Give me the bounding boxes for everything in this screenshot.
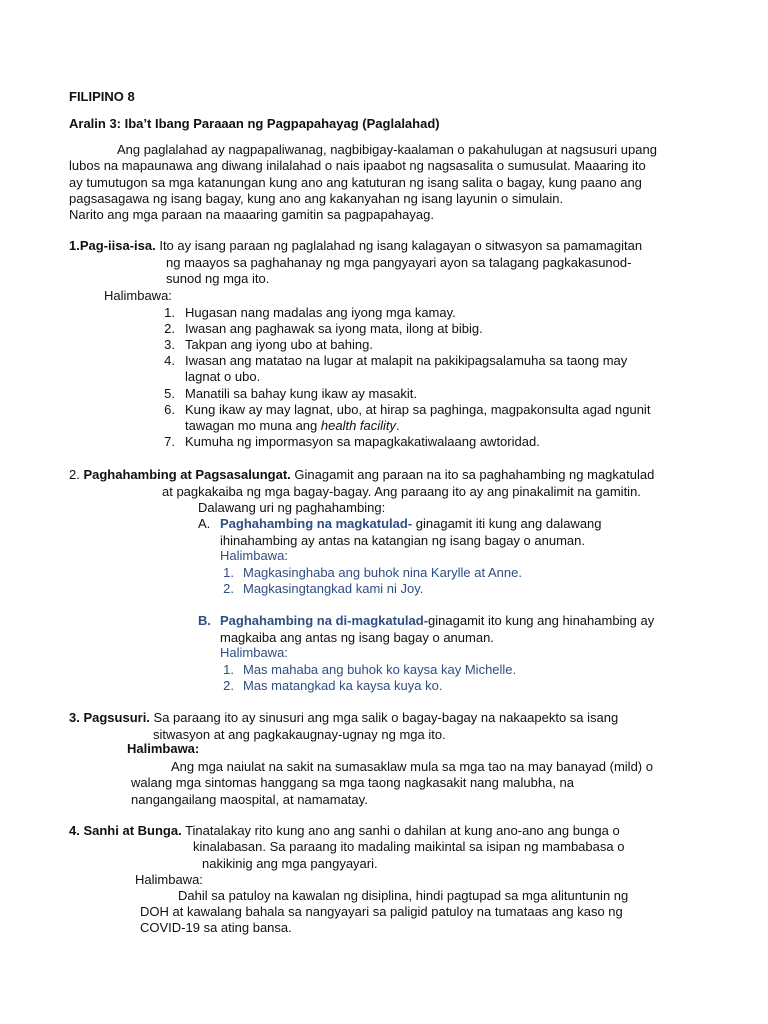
list-item: Kumuha ng impormasyon sa mapagkakatiwalaang awtoridad.	[185, 434, 540, 449]
section-3-heading: 3. Pagsusuri.	[69, 710, 150, 725]
list-number: 6.	[164, 402, 175, 417]
subitem-letter-a: A.	[198, 516, 211, 531]
list-number: 1.	[164, 305, 175, 320]
intro-line: Narito ang mga paraan na maaaring gamitin sa pagpapahayag.	[69, 207, 434, 222]
subitem-b-line	[220, 613, 654, 629]
section-2-text: Dalawang uri ng paghahambing:	[198, 500, 386, 515]
section-4-first-line	[69, 823, 620, 839]
list-item: Kung ikaw ay may lagnat, ubo, at hirap sa paghinga, magpakonsulta agad ngunit	[185, 402, 651, 417]
subitem-b-title: Paghahambing na di-magkatulad-	[220, 613, 429, 628]
intro-line: Ang paglalahad ay nagpapaliwanag, nagbibigay-kaalaman o pakahulugan at nagsusuri upang	[117, 142, 657, 157]
section-2-heading: Paghahambing at Pagsasalungat.	[83, 467, 291, 482]
section-4-text: Tinatalakay rito kung ano ang sanhi o dahilan at kung ano-ano ang bunga o	[181, 823, 620, 838]
subitem-b-text: ginagamit ito kung ang hinahambing ay	[428, 613, 655, 628]
section-4-heading: 4. Sanhi at Bunga.	[69, 823, 182, 838]
list-number: 2.	[223, 678, 234, 693]
section-1-text: Ito ay isang paraan ng paglalahad ng isang kalagayan o sitwasyon sa pamamagitan	[155, 238, 643, 253]
section-2-text: Ginagamit ang paraan na ito sa paghahambing ng magkatulad	[290, 467, 655, 482]
list-number: 2.	[164, 321, 175, 336]
list-item: Hugasan nang madalas ang iyong mga kamay.	[185, 305, 456, 320]
section-3-first-line	[69, 710, 618, 726]
emphasis-text: health facility	[320, 418, 397, 433]
section-1-text: ng maayos sa paghahanay ng mga pangyayari ayon sa talagang pagkakasunod-	[166, 255, 632, 270]
section-3-text: sitwasyon at ang pagkakaugnay-ugnay ng mga ito.	[153, 727, 446, 742]
intro-line: lubos na mapaunawa ang diwang inilalahad o nais ipaabot ng nagsasalita o sumusulat. Maaaring ito	[69, 158, 646, 173]
list-item-continued	[185, 418, 400, 434]
list-number: 5.	[164, 386, 175, 401]
list-item: Magkasinghaba ang buhok nina Karylle at Anne.	[243, 565, 522, 580]
section-1-heading: 1.Pag-iisa-isa.	[69, 238, 156, 253]
example-text: DOH at kawalang bahala sa nangyayari sa paligid patuloy na tumataas ang kaso ng	[140, 904, 623, 919]
subitem-b-text: magkaiba ang antas ng isang bagay o anuman.	[220, 630, 494, 645]
halimbawa-label: Halimbawa:	[220, 548, 288, 563]
subitem-a-line	[220, 516, 602, 532]
halimbawa-label: Halimbawa:	[220, 645, 288, 660]
list-number: 1.	[223, 662, 234, 677]
list-item: Iwasan ang matatao na lugar at malapit na pakikipagsalamuha sa taong may	[185, 353, 628, 368]
section-3-text: Sa paraang ito ay sinusuri ang mga salik o bagay-bagay na nakaapekto sa isang	[149, 710, 619, 725]
intro-line: pagsasagawa ng isang bagay, kung ano ang kakanyahan ng isang layunin o simulain.	[69, 191, 564, 206]
text: tawagan mo muna ang	[185, 418, 321, 433]
list-number: 4.	[164, 353, 175, 368]
subitem-a-text: ihinahambing ay antas na katangian ng isang bagay o anuman.	[220, 533, 585, 548]
list-item: Mas matangkad ka kaysa kuya ko.	[243, 678, 443, 693]
text: .	[396, 418, 400, 433]
subitem-letter-b: B.	[198, 613, 211, 628]
example-text: Dahil sa patuloy na kawalan ng disiplina, hindi pagtupad sa mga alituntunin ng	[178, 888, 629, 903]
list-number: 7.	[164, 434, 175, 449]
intro-line: ay tumutugon sa mga katanungan kung ano ang katuturan ng isang salita o bagay, kung paano ang	[69, 175, 642, 190]
section-2-first-line	[69, 467, 654, 483]
list-item: Iwasan ang paghawak sa iyong mata, ilong at bibig.	[185, 321, 483, 336]
example-text: COVID-19 sa ating bansa.	[140, 920, 292, 935]
list-number: 2.	[223, 581, 234, 596]
subitem-a-title: Paghahambing na magkatulad-	[220, 516, 413, 531]
list-item: Magkasingtangkad kami ni Joy.	[243, 581, 424, 596]
document-subject: FILIPINO 8	[69, 89, 135, 104]
example-text: walang mga sintomas hanggang sa mga taong nagkasakit nang malubha, na	[131, 775, 575, 790]
list-item: Mas mahaba ang buhok ko kaysa kay Michelle.	[243, 662, 517, 677]
halimbawa-label: Halimbawa:	[135, 872, 203, 887]
section-1-first-line	[69, 238, 642, 254]
section-1-text: sunod ng mga ito.	[166, 271, 270, 286]
section-4-text: nakikinig ang mga pangyayari.	[202, 856, 378, 871]
list-number: 1.	[223, 565, 234, 580]
list-item: Takpan ang iyong ubo at bahing.	[185, 337, 373, 352]
lesson-title: Aralin 3: Iba’t Ibang Paraaan ng Pagpapahayag (Paglalahad)	[69, 116, 440, 131]
section-2-text: at pagkakaiba ng mga bagay-bagay. Ang paraang ito ay ang pinakalimit na gamitin.	[162, 484, 641, 499]
section-4-text: kinalabasan. Sa paraang ito madaling maikintal sa isipan ng mambabasa o	[193, 839, 625, 854]
example-text: nangangailang maospital, at namamatay.	[131, 792, 368, 807]
halimbawa-label: Halimbawa:	[127, 741, 200, 756]
halimbawa-label: Halimbawa:	[104, 288, 172, 303]
section-2-number: 2.	[69, 467, 84, 482]
example-text: Ang mga naiulat na sakit na sumasaklaw mula sa mga tao na may banayad (mild) o	[171, 759, 653, 774]
list-item: Manatili sa bahay kung ikaw ay masakit.	[185, 386, 417, 401]
list-number: 3.	[164, 337, 175, 352]
subitem-a-text: ginagamit iti kung ang dalawang	[412, 516, 602, 531]
list-item-continued: lagnat o ubo.	[185, 369, 261, 384]
